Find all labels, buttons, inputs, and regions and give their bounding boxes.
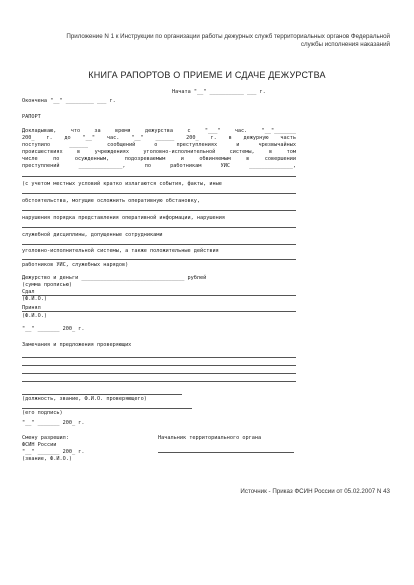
report-line-6: преступлений ______________, по работникам УИС ______________, xyxy=(22,163,296,169)
money-caption: (сумма прописью) xyxy=(22,282,72,288)
accepted-line xyxy=(22,311,296,312)
note-line-6: работников УИС, служебных нарядов) xyxy=(22,262,129,268)
inspector-line xyxy=(22,394,182,395)
report-heading: РАПОРТ xyxy=(22,114,41,120)
blank-line xyxy=(22,227,296,228)
report-line-3: поступило ______ сообщений о преступлениях и чрезвычайных xyxy=(22,142,296,148)
signature-line xyxy=(22,408,192,409)
remarks-line xyxy=(22,373,296,374)
report-line-4: происшествиях в учреждениях уголовно-исполнительной системы, в том xyxy=(22,149,296,155)
signature-caption: (его подпись) xyxy=(22,410,63,416)
note-line-3: нарушения порядка представления оперативной информации, нарушения xyxy=(22,215,226,221)
rank-caption: (звание, Ф.И.О.) xyxy=(22,456,72,462)
chief-label: Начальник территориального органа xyxy=(158,435,262,441)
blank-line xyxy=(22,176,296,177)
header-line-1: Приложение N 1 к Инструкции по организации работы дежурных служб территориальных органов Федеральной xyxy=(66,33,390,40)
accepted-label: Принял xyxy=(22,305,41,311)
remarks-heading: Замечания и предложения проверяющих xyxy=(22,342,132,348)
fsin-label: ФСИН России xyxy=(22,442,57,448)
report-line-5: числе по осужденным, подозреваемым и обвиняемым в совершении xyxy=(22,156,296,162)
blank-line xyxy=(22,259,296,260)
started-line: Начата "__" ___________ ___ г. xyxy=(172,89,266,95)
remarks-line xyxy=(22,357,296,358)
inspector-caption: (должность, звание, Ф.И.О. проверяющего) xyxy=(22,396,147,402)
handed-caption: (Ф.И.О.) xyxy=(22,296,47,302)
chief-line xyxy=(158,452,294,453)
document-title: КНИГА РАПОРТОВ О ПРИЕМЕ И СДАЧЕ ДЕЖУРСТВА xyxy=(88,70,326,80)
note-line-2: обстоятельства, могущие осложнить оперативную обстановку, xyxy=(22,198,201,204)
handed-label: Сдал xyxy=(22,289,35,295)
finished-line: Окончена "__" _________ ___ г. xyxy=(22,98,116,104)
date-line: "__" _______ 200_ г. xyxy=(22,326,85,332)
note-line-5: уголовно-исполнительной системы, а также положительные действия xyxy=(22,248,219,254)
inspector-date: "__" _______ 200_ г. xyxy=(22,420,85,426)
note-line-4: служебной дисциплины, допущенные сотрудниками xyxy=(22,232,163,238)
blank-line xyxy=(22,193,296,194)
report-line-2: 200_ г. до "__" час. "__" ______ 200_ г. в дежурную часть xyxy=(22,135,296,141)
change-date: "__" _______ 200_ г. xyxy=(22,449,85,455)
accepted-caption: (Ф.И.О.) xyxy=(22,313,47,319)
change-label: Смену разрешил: xyxy=(22,435,69,441)
note-line-1: (с учетом местных условий кратко излагаются события, факты, иные xyxy=(22,181,222,187)
blank-line xyxy=(22,244,296,245)
header-line-2: службы исполнения наказаний xyxy=(300,41,390,48)
source-note: Источник - Приказ ФСИН России от 05.02.2007 N 43 xyxy=(240,488,390,495)
blank-line xyxy=(22,210,296,211)
remarks-line xyxy=(22,381,296,382)
money-line: Дежурство и деньги _________________________________ рублей xyxy=(22,275,207,281)
handed-line xyxy=(22,295,296,296)
report-line-1: Докладываю, что за время дежурства с "___" час. "__"_______ xyxy=(22,128,296,134)
remarks-line xyxy=(22,365,296,366)
